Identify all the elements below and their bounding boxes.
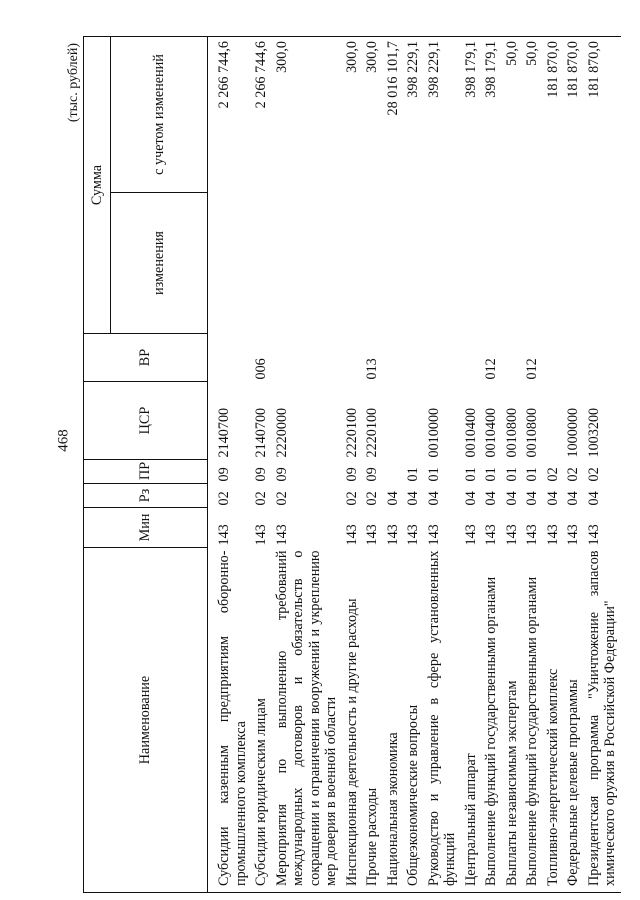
header-min: Мин xyxy=(84,508,208,548)
row-vr xyxy=(563,334,584,382)
table-row xyxy=(424,37,461,893)
row-vr xyxy=(543,334,564,382)
row-rz: 02 xyxy=(343,491,360,506)
header-changes: изменения xyxy=(111,193,208,334)
row-min: 143 xyxy=(343,524,360,546)
table-row xyxy=(403,37,424,893)
row-total: 300,0 xyxy=(342,37,363,193)
row-min: 143 xyxy=(524,524,540,546)
table-row xyxy=(522,37,543,893)
row-total: 28 016 101,7 xyxy=(383,37,404,193)
row-min: 143 xyxy=(585,524,602,546)
row-pr: 01 xyxy=(462,467,479,482)
row-rz: 02 xyxy=(273,491,290,506)
header-name: Наименование xyxy=(84,548,208,893)
row-rz: 04 xyxy=(483,491,499,506)
row-name: Субсидии юридическим лицам xyxy=(251,548,272,893)
row-total: 398 179,1 xyxy=(461,37,482,193)
row-name: Центральный аппарат xyxy=(461,548,482,893)
row-total: 2 266 744,6 xyxy=(214,37,251,193)
row-total: 50,0 xyxy=(522,37,543,193)
row-csr: 0010000 xyxy=(425,407,442,458)
header-with-changes: с учетом изменений xyxy=(111,37,208,193)
row-pr: 01 xyxy=(405,467,421,482)
row-rz: 04 xyxy=(405,491,421,506)
table-row xyxy=(563,37,584,893)
row-rz: 02 xyxy=(216,491,232,506)
row-name: Общеэкономические вопросы xyxy=(403,548,424,893)
row-total: 398 229,1 xyxy=(403,37,424,193)
row-rz: 02 xyxy=(364,491,380,506)
row-min: 143 xyxy=(273,524,290,546)
row-rz: 02 xyxy=(253,491,269,506)
row-vr: 013 xyxy=(364,358,380,380)
document-body xyxy=(65,37,621,893)
row-name: Национальная экономика xyxy=(383,548,404,893)
row-total: 398 179,1 xyxy=(481,37,502,193)
header-pr: ПР xyxy=(84,460,208,484)
row-rz: 04 xyxy=(524,491,540,506)
table-body xyxy=(208,37,621,893)
table-row xyxy=(481,37,502,893)
row-vr: 012 xyxy=(524,358,540,380)
row-rz: 04 xyxy=(565,491,581,506)
page-number: 468 xyxy=(55,429,72,452)
row-changes xyxy=(403,193,424,334)
row-total: 50,0 xyxy=(502,37,523,193)
row-total: 181 870,0 xyxy=(563,37,584,193)
header-sum: Сумма xyxy=(84,37,111,334)
row-rz: 04 xyxy=(425,491,442,506)
row-min: 143 xyxy=(462,524,479,546)
row-rz: 04 xyxy=(384,491,401,506)
row-csr: 2140700 xyxy=(253,407,269,458)
row-rz: 04 xyxy=(462,491,479,506)
row-min: 143 xyxy=(384,524,401,546)
row-vr xyxy=(342,334,363,382)
row-pr: 09 xyxy=(216,467,232,482)
row-vr xyxy=(214,334,251,382)
row-name: Прочие расходы xyxy=(362,548,383,893)
row-vr xyxy=(502,334,523,382)
header-rz: Рз xyxy=(84,484,208,508)
row-csr: 0010800 xyxy=(524,407,540,458)
row-csr: 2220100 xyxy=(364,407,380,458)
row-total: 300,0 xyxy=(362,37,383,193)
row-pr xyxy=(383,460,404,484)
row-vr: 012 xyxy=(483,358,499,380)
row-pr: 02 xyxy=(565,467,581,482)
table-row xyxy=(584,37,621,893)
row-csr: 2220100 xyxy=(343,407,360,458)
table-row xyxy=(362,37,383,893)
header-vr: ВР xyxy=(84,334,208,382)
row-name: Руководство и управление в сфере установленных функций xyxy=(424,548,461,893)
row-min: 143 xyxy=(216,524,232,546)
row-csr: 2140700 xyxy=(216,407,232,458)
row-csr xyxy=(383,382,404,460)
row-rz: 04 xyxy=(585,491,602,506)
row-name: Мероприятия по выполнению требований международных договоров и обязательств о сокращении и ограничении вооружений и укреплению мер доверия в военной области xyxy=(272,548,342,893)
row-vr xyxy=(383,334,404,382)
row-min: 143 xyxy=(565,524,581,546)
row-pr: 09 xyxy=(364,467,380,482)
row-pr: 09 xyxy=(343,467,360,482)
row-pr: 01 xyxy=(524,467,540,482)
table-row xyxy=(502,37,523,893)
row-vr xyxy=(424,334,461,382)
row-csr: 0010400 xyxy=(483,407,499,458)
table-row xyxy=(251,37,272,893)
row-name: Выплаты независимым экспертам xyxy=(502,548,523,893)
row-vr xyxy=(403,334,424,382)
row-name: Президентская программа "Уничтожение запасов химического оружия в Российской Федерации" xyxy=(584,548,621,893)
unit-note: (тыс. рублей) xyxy=(66,43,81,123)
row-changes xyxy=(461,193,482,334)
row-min: 143 xyxy=(364,524,380,546)
row-name: Выполнение функций государственными органами xyxy=(481,548,502,893)
row-changes xyxy=(563,193,584,334)
row-min: 143 xyxy=(253,524,269,546)
row-total: 181 870,0 xyxy=(584,37,621,193)
row-csr: 0010400 xyxy=(462,407,479,458)
row-pr: 09 xyxy=(253,467,269,482)
row-name: Инспекционная деятельность и другие расходы xyxy=(342,548,363,893)
row-name: Выполнение функций государственными органами xyxy=(522,548,543,893)
row-csr xyxy=(543,382,564,460)
row-changes xyxy=(543,193,564,334)
row-name: Федеральные целевые программы xyxy=(563,548,584,893)
row-changes xyxy=(424,193,461,334)
row-rz: 04 xyxy=(544,491,561,506)
row-vr: 006 xyxy=(253,358,269,380)
row-min: 143 xyxy=(503,524,520,546)
row-csr xyxy=(403,382,424,460)
row-vr xyxy=(584,334,621,382)
row-vr xyxy=(461,334,482,382)
row-csr: 1003200 xyxy=(585,407,602,458)
row-name: Топливно-энергетический комплекс xyxy=(543,548,564,893)
row-pr: 01 xyxy=(425,467,442,482)
row-changes xyxy=(362,193,383,334)
table-row xyxy=(383,37,404,893)
row-changes xyxy=(342,193,363,334)
row-changes xyxy=(383,193,404,334)
table-row xyxy=(461,37,482,893)
row-changes xyxy=(251,193,272,334)
table-row xyxy=(214,37,251,893)
row-total: 2 266 744,6 xyxy=(251,37,272,193)
row-min: 143 xyxy=(405,524,421,546)
budget-table xyxy=(83,36,621,893)
row-csr: 2220000 xyxy=(273,407,290,458)
row-changes xyxy=(522,193,543,334)
row-pr: 02 xyxy=(585,467,602,482)
row-total: 181 870,0 xyxy=(543,37,564,193)
table-row xyxy=(543,37,564,893)
row-pr: 02 xyxy=(544,467,561,482)
row-changes xyxy=(502,193,523,334)
header-csr: ЦСР xyxy=(84,382,208,460)
row-changes xyxy=(584,193,621,334)
row-total: 300,0 xyxy=(272,37,342,193)
row-pr: 01 xyxy=(483,467,499,482)
row-pr: 01 xyxy=(503,467,520,482)
row-pr: 09 xyxy=(273,467,290,482)
row-changes xyxy=(481,193,502,334)
row-vr xyxy=(272,334,342,382)
row-csr: 0010800 xyxy=(503,407,520,458)
table-row xyxy=(272,37,342,893)
table-row xyxy=(342,37,363,893)
row-min: 143 xyxy=(425,524,442,546)
row-min: 143 xyxy=(544,524,561,546)
row-changes xyxy=(214,193,251,334)
row-csr: 1000000 xyxy=(565,407,581,458)
row-changes xyxy=(272,193,342,334)
row-rz: 04 xyxy=(503,491,520,506)
row-min: 143 xyxy=(483,524,499,546)
row-name: Субсидии казенным предприятиям оборонно-промышленного комплекса xyxy=(214,548,251,893)
row-total: 398 229,1 xyxy=(424,37,461,193)
